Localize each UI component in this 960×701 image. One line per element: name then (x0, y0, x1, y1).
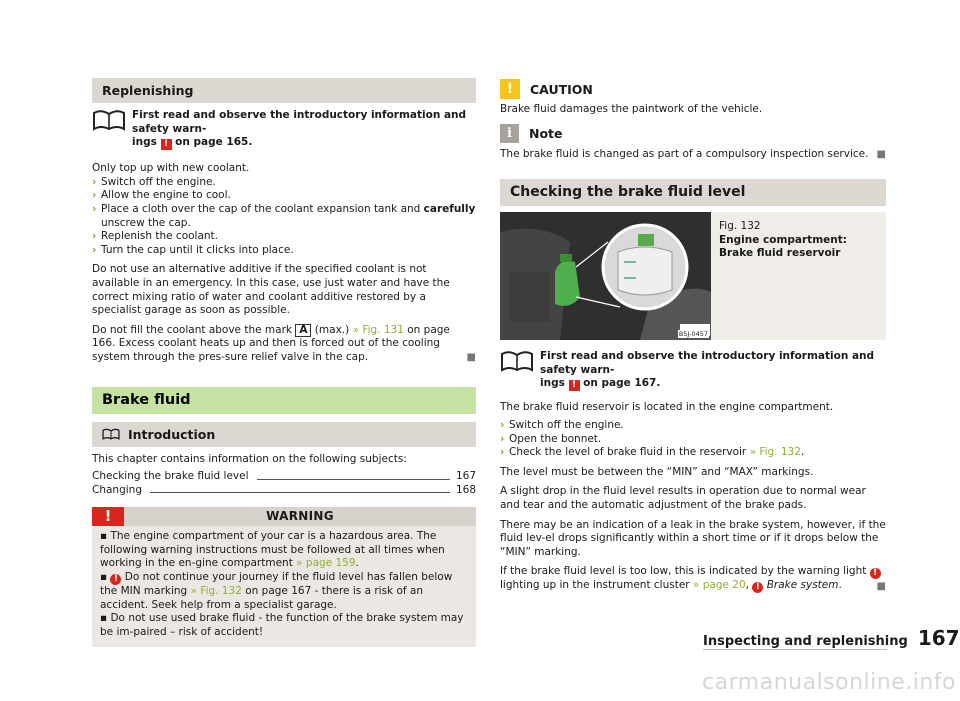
section-heading-replenishing: Replenishing (92, 78, 476, 103)
list-item: › Place a cloth over the cap of the coolant expansion tank and carefully unscrew the cap. (92, 202, 476, 229)
chevron-right-icon: › (92, 202, 97, 215)
intro-text: This chapter contains information on the following subjects: (92, 452, 407, 465)
book-icon (102, 428, 120, 440)
caution-icon: ! (500, 79, 520, 99)
note-heading: i Note (500, 123, 886, 145)
warning-item: ▪ ! Do not continue your journey if the fluid level has fallen below the MIN marking » Fig. 132 on page 167 - there is a risk of an accident. Seek help from a specialist garage. (100, 571, 453, 611)
book-icon (92, 109, 126, 131)
intro-line: Only top up with new coolant. (92, 162, 250, 175)
info-icon: i (500, 124, 519, 143)
warning-item: ▪ Do not use used brake fluid - the function of the brake system may be im-paired – risk of accident! (100, 612, 464, 638)
list-item: › Switch off the engine. (92, 175, 216, 188)
right-column (500, 78, 886, 593)
figure-code: B5J-0457 (678, 330, 708, 339)
mark-label: A (295, 324, 311, 337)
toc-item[interactable]: Changing 168 (92, 483, 476, 496)
chevron-right-icon: › (92, 175, 97, 188)
paragraph: If the brake fluid level is too low, this is indicated by the warning light ! lighting up in the instrument cluster » page 20, ! Brake system. ■ (500, 565, 886, 593)
engine-compartment-image (500, 212, 711, 340)
brake-warning-icon: ! (870, 568, 881, 579)
paragraph: The level must be between the “MIN” and “MAX” markings. (500, 465, 814, 478)
list-item: › Turn the cap until it clicks into place. (92, 243, 294, 256)
footer-rule (703, 649, 887, 650)
paragraph: Do not fill the coolant above the mark A (max.) » Fig. 131 on page 166. Excess coolant heats up and then is forced out of the cooling system through the pres-sure relief valve in the cap. ■ (92, 323, 476, 363)
warning-box (92, 507, 476, 647)
brake-warning-icon: ! (752, 582, 763, 593)
figure-caption: Fig. 132 Engine compartment: Brake fluid reservoir (711, 212, 886, 340)
list-item: › Open the bonnet. (500, 432, 602, 445)
paragraph: A slight drop in the fluid level results in operation due to normal wear and tear and the automatic adjustment of the brake pads. (500, 485, 866, 511)
warning-icon: ! (161, 139, 172, 150)
list-item: › Allow the engine to cool. (92, 189, 231, 202)
note-text: The brake fluid is changed as part of a compulsory inspection service. ■ (500, 147, 886, 160)
section-heading-introduction: Introduction (92, 422, 476, 447)
end-mark-icon: ■ (876, 580, 886, 592)
page-footer (703, 626, 960, 650)
chevron-right-icon: › (500, 432, 505, 445)
book-icon (500, 350, 534, 372)
left-column (92, 78, 476, 647)
list-item: › Check the level of brake fluid in the reservoir » Fig. 132. (500, 446, 805, 459)
warning-label: WARNING (124, 507, 476, 526)
chevron-right-icon: › (92, 243, 97, 256)
page-number: 167 (917, 626, 960, 650)
figure-link[interactable]: » Fig. 132 (190, 585, 242, 598)
chevron-right-icon: › (92, 189, 97, 202)
paragraph: There may be an indication of a leak in the brake system, however, if the fluid lev-el drops significantly within a short time or if it drops below the “MIN” marking. (500, 518, 886, 558)
figure-link[interactable]: » Fig. 132 (749, 446, 801, 459)
end-mark-icon: ■ (876, 148, 886, 160)
safety-reference: First read and observe the introductory information and safety warn- ings ! on page 165. (92, 109, 476, 150)
engine-illustration (500, 212, 711, 340)
figure-link[interactable]: » Fig. 131 (352, 323, 404, 336)
section-heading-check: Checking the brake fluid level (500, 179, 886, 206)
caution-heading: ! CAUTION (500, 78, 886, 100)
exclamation-icon: ! (92, 507, 124, 526)
page-link[interactable]: on page 165. (175, 136, 253, 149)
list-item: › Switch off the engine. (500, 418, 624, 431)
brake-warning-icon: ! (110, 574, 121, 585)
figure-132 (500, 212, 886, 340)
watermark: carmanualsonline.info (702, 670, 956, 695)
paragraph: The brake fluid reservoir is located in the engine compartment. (500, 401, 834, 414)
end-mark-icon: ■ (466, 351, 476, 363)
page-link[interactable]: » page 20 (692, 579, 746, 592)
safety-reference: First read and observe the introductory information and safety warn- ings ! on page 167. (500, 350, 886, 391)
footer-section: Inspecting and replenishing (703, 634, 908, 649)
warning-item: ▪ The engine compartment of your car is a hazardous area. The following warning instructions must be followed at all times when working in the en-gine compartment » page 159. (100, 530, 445, 570)
paragraph: Do not use an alternative additive if the specified coolant is not available in an emergency. In this case, use just water and have the correct mixing ratio of water and coolant additive restored by a specialist garage as soon as possible. (92, 263, 450, 317)
chapter-heading-brake-fluid: Brake fluid (92, 387, 476, 414)
chevron-right-icon: › (92, 230, 97, 243)
toc-item[interactable]: Checking the brake fluid level 167 (92, 470, 476, 483)
caution-text: Brake fluid damages the paintwork of the vehicle. (500, 103, 763, 115)
chevron-right-icon: › (500, 446, 505, 459)
page-link[interactable]: » page 159 (296, 557, 356, 570)
chevron-right-icon: › (500, 418, 505, 431)
warning-icon: ! (569, 380, 580, 391)
list-item: › Replenish the coolant. (92, 230, 219, 243)
